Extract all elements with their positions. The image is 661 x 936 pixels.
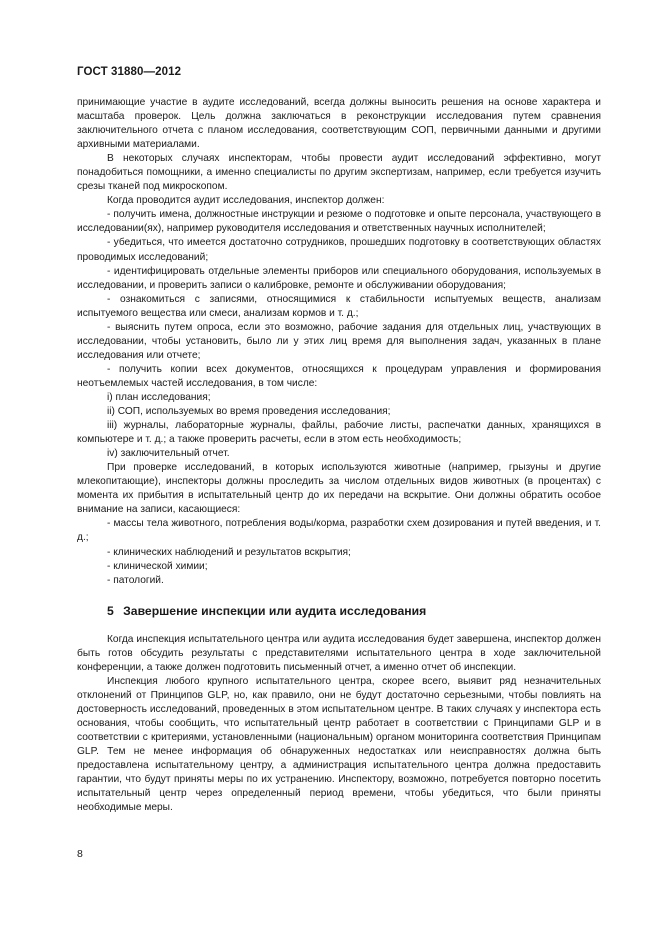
document-code-header: ГОСТ 31880—2012 bbox=[77, 66, 182, 78]
sublist-item-i: i) план исследования; bbox=[107, 391, 211, 403]
section-heading bbox=[107, 604, 601, 619]
paragraph-p3: Когда проводится аудит исследования, инспектор должен: bbox=[107, 195, 385, 207]
list-item-p8: - выяснить путем опроса, если это возможно, рабочие задания для отдельных лиц, участвующих в исследовании, чтобы установить, было ли у этих лиц время для выполнения задач, указанных в плане исследования или отчете; bbox=[77, 321, 601, 361]
sublist-item-ii: ii) СОП, используемых во время проведения исследования; bbox=[107, 406, 391, 418]
section-number: 5 bbox=[107, 603, 114, 618]
page-number: 8 bbox=[77, 848, 83, 860]
list-item-p7: - ознакомиться с записями, относящимися к стабильности испытуемых веществ, анализам испытуемого вещества или смеси, анализам кормов и т. д.; bbox=[77, 293, 601, 319]
paragraph-p20: Инспекция любого крупного испытательного центра, скорее всего, выявит ряд незначительных отклонений от Принципов GLP, но, как правило, они не будут достаточно серьезными, чтобы повлиять на достоверность исследований, проведенных в этом испытательном центре. В таких случаях у инспектора есть основания, чтобы сообщить, что испытательный центр работает в соответствии с Принципами GLP и в соответствии с критериями, установленными (национальным) органом мониторинга соответствия Принципам GLP. Тем не менее информация об обнаруженных недостатках или неисправностях должна быть предоставлена испытательному центру, а администрация испытательного центра должна предоставить гарантии, что будут приняты меры по их устранению. Инспектору, возможно, потребуется повторно посетить испытательный центр через определенный период времени, чтобы убедиться, что были приняты необходимые меры. bbox=[77, 675, 601, 814]
paragraph-p14: При проверке исследований, в которых используются животные (например, грызуны и другие млекопитающие), инспекторы должны проследить за числом отдельных видов животных (в процентах) с момента их прибытия в испытательный центр до их передачи на вскрытие. Они должны обратить особое внимание на записи, касающиеся: bbox=[77, 462, 601, 516]
paragraph-p1: принимающие участие в аудите исследований, всегда должны выносить решения на основе характера и масштаба проверок. Цель должна заключаться в реконструкции исследования путем сравнения заключительного отчета с планом исследования, соответствующим СОП, первичными данными и другими архивными материалами. bbox=[77, 97, 601, 151]
document-body bbox=[77, 96, 601, 815]
list-item-p9: - получить копии всех документов, относящихся к процедурам управления и формирования неотъемлемых частей исследования, в том числе: bbox=[77, 363, 601, 389]
paragraph-p19: Когда инспекция испытательного центра или аудита исследования будет завершена, инспектор должен быть готов обсудить результаты с представителями испытательного центра в ходе заключительной конференции, а также должен подготовить письменный отчет, а именно отчет об инспекции. bbox=[77, 633, 601, 673]
list-item-p18: - патологий. bbox=[107, 574, 164, 586]
list-item-p17: - клинической химии; bbox=[107, 560, 208, 572]
paragraph-p2: В некоторых случаях инспекторам, чтобы провести аудит исследований эффективно, могут понадобиться помощники, а именно специалисты по другим экспертизам, например, если требуется изучить срезы тканей под микроскопом. bbox=[77, 153, 601, 193]
sublist-item-iv: iv) заключительный отчет. bbox=[107, 448, 230, 460]
list-item-p16: - клинических наблюдений и результатов вскрытия; bbox=[107, 546, 351, 558]
list-item-p6: - идентифицировать отдельные элементы приборов или специального оборудования, используемых в исследовании, и проверить записи о калибровке, ремонте и обслуживании оборудования; bbox=[77, 265, 601, 291]
list-item-p4: - получить имена, должностные инструкции и резюме о подготовке и опыте персонала, участвующего в исследовании(ях), например руководителя исследования и ответственных научных исполнителей; bbox=[77, 209, 601, 235]
list-item-p5: - убедиться, что имеется достаточно сотрудников, прошедших подготовку в соответствующих областях проводимых исследований; bbox=[77, 237, 601, 263]
section-title-text: Завершение инспекции или аудита исследования bbox=[123, 603, 427, 618]
sublist-item-iii: iii) журналы, лабораторные журналы, файлы, рабочие листы, распечатки данных, хранящихся в компьютере и т. д.; а также проверить расчеты, если в этом есть необходимость; bbox=[77, 420, 601, 446]
list-item-p15: - массы тела животного, потребления воды/корма, разработки схем дозирования и путей введения, и т. д.; bbox=[77, 518, 601, 544]
